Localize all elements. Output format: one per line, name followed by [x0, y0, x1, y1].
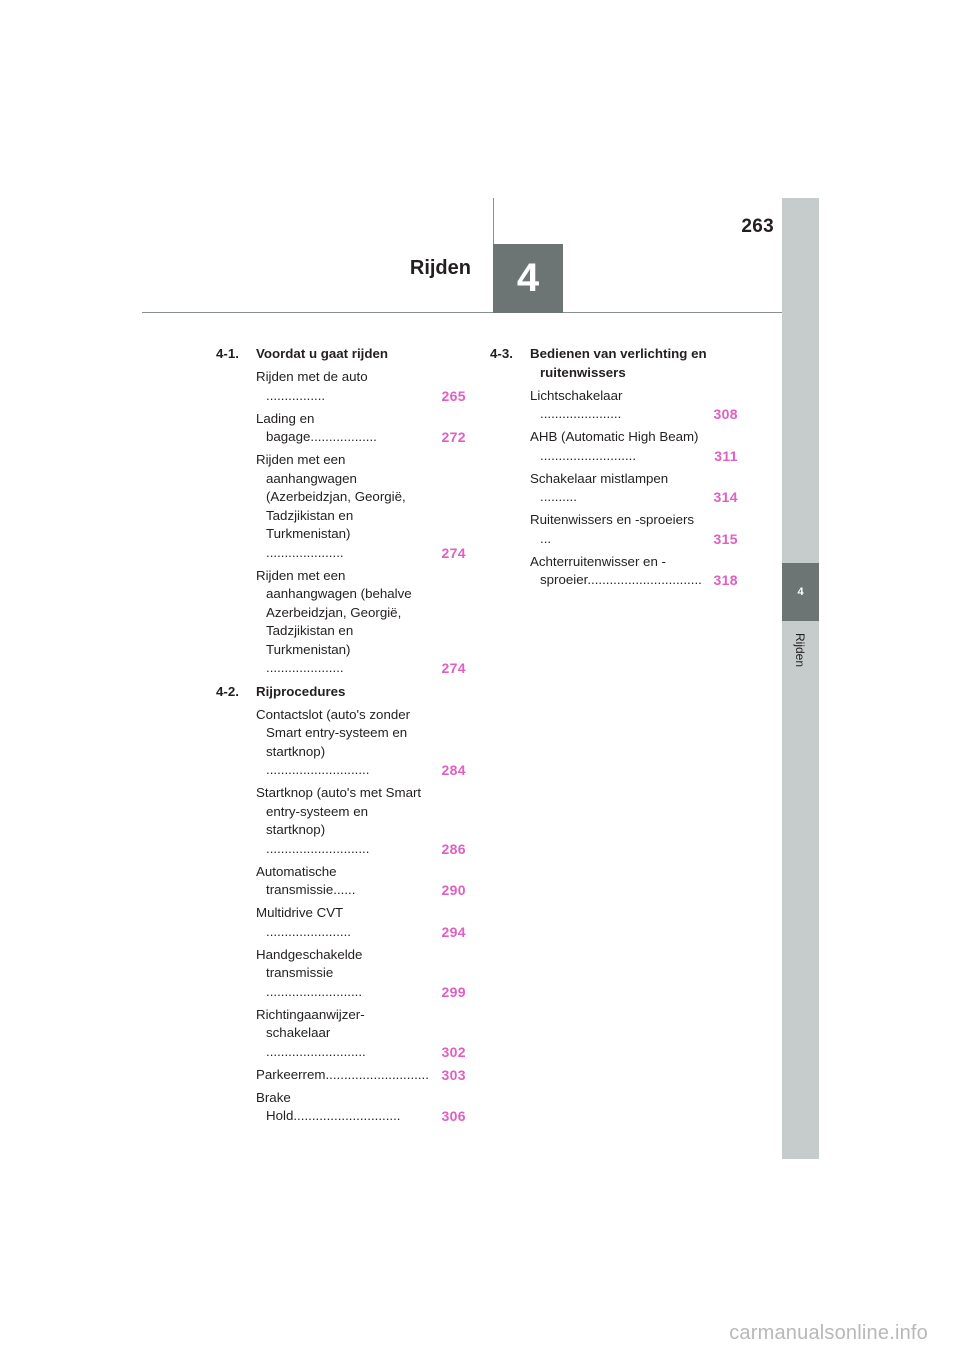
entry-page-link[interactable]: 284 — [441, 762, 466, 778]
entry-title: Startknop (auto's met Smart entry-systeem en startknop) — [256, 785, 422, 837]
entry-leader: ............................... — [587, 572, 702, 587]
entry-page-link[interactable]: 308 — [713, 406, 738, 422]
entry-page-link[interactable]: 315 — [713, 530, 738, 547]
entry-leader: ............................ — [325, 1066, 429, 1082]
entry-page-link[interactable]: 314 — [713, 489, 738, 505]
entry-page-link[interactable]: 274 — [441, 660, 466, 676]
entry-leader: .......... — [540, 489, 577, 504]
entry-leader: ............................. — [293, 1108, 401, 1123]
header-vertical-rule — [493, 198, 494, 245]
entry-title: Lichtschakelaar — [530, 387, 623, 403]
toc-entry[interactable] — [256, 451, 466, 562]
side-tab-number: 4 — [797, 586, 804, 598]
side-strip — [782, 198, 819, 1159]
toc-entry[interactable] — [256, 863, 466, 900]
entry-leader: ................ — [266, 387, 326, 403]
section-number: 4-2. — [216, 683, 239, 699]
entry-page-link[interactable]: 318 — [713, 572, 738, 588]
entry-page-link[interactable]: 290 — [441, 882, 466, 898]
entry-leader: ............................ — [266, 840, 370, 856]
entry-title: Parkeerrem — [256, 1066, 326, 1082]
toc-section-4-1[interactable] — [216, 345, 466, 364]
entry-page-link[interactable]: 299 — [441, 983, 466, 1000]
entry-page-link[interactable]: 306 — [441, 1108, 466, 1124]
toc-entry[interactable] — [256, 946, 466, 1002]
entry-page-link[interactable]: 302 — [441, 1043, 466, 1060]
toc-entry[interactable] — [530, 470, 738, 507]
entry-page-link[interactable]: 274 — [441, 544, 466, 561]
entry-leader: ..................... — [266, 660, 344, 675]
entry-leader: ...... — [333, 882, 356, 897]
side-tab-label-text: Rijden — [793, 632, 808, 668]
entry-leader: ....................... — [266, 923, 351, 939]
entry-page-link[interactable]: 272 — [441, 429, 466, 445]
toc-entry[interactable] — [256, 784, 466, 858]
entry-leader: .................. — [310, 429, 377, 444]
toc-entry[interactable] — [256, 1066, 466, 1085]
toc-entry[interactable] — [256, 1089, 466, 1126]
toc-entry[interactable] — [256, 567, 466, 678]
toc-entry[interactable] — [256, 368, 466, 405]
entry-leader: ..................... — [266, 544, 344, 560]
entry-title: Handgeschakelde transmissie — [256, 946, 363, 980]
side-tab-label — [782, 628, 819, 672]
entry-title: Achterruitenwisser en -sproeier — [530, 553, 666, 587]
entry-title: Multidrive CVT — [256, 905, 343, 920]
entry-leader: ...................... — [540, 406, 622, 421]
section-title: Bedienen van verlichting en ruitenwissers — [530, 346, 707, 380]
entry-page-link[interactable]: 294 — [441, 923, 466, 940]
entry-leader: ............................ — [266, 762, 370, 777]
entry-title: Richtingaanwijzer-schakelaar — [256, 1006, 365, 1040]
side-tab-chapter-number — [782, 563, 819, 621]
chapter-number-box — [493, 244, 563, 313]
entry-title: Rijden met een aanhangwagen (Azerbeidzjan, Georgië, Tadzjikistan en Turkmenistan) — [256, 452, 406, 541]
entry-title: Automatische transmissie — [256, 863, 337, 897]
chapter-number: 4 — [516, 256, 540, 300]
toc-entry[interactable] — [530, 428, 738, 465]
entry-leader: ... — [540, 530, 552, 546]
entry-page-link[interactable]: 303 — [441, 1066, 466, 1083]
entry-title: Ruitenwissers en -sproeiers — [530, 512, 695, 527]
header-horizontal-rule — [142, 312, 782, 313]
entry-title: Schakelaar mistlampen — [530, 470, 669, 486]
toc-entry[interactable] — [256, 706, 466, 780]
toc-entry[interactable] — [530, 553, 738, 590]
entry-title: AHB (Automatic High Beam) — [530, 429, 699, 444]
entry-page-link[interactable]: 286 — [441, 840, 466, 857]
toc-entry[interactable] — [530, 387, 738, 424]
entry-leader: ........................... — [266, 1043, 366, 1059]
entry-page-link[interactable]: 311 — [714, 447, 738, 464]
entry-leader: .......................... — [540, 447, 637, 463]
entry-title: Brake Hold — [256, 1089, 294, 1123]
toc-entry[interactable] — [256, 410, 466, 447]
entry-page-link[interactable]: 265 — [441, 387, 466, 404]
section-title: Rijprocedures — [256, 683, 346, 699]
entry-title: Rijden met de auto — [256, 369, 368, 384]
page-number: 263 — [741, 216, 774, 237]
toc-entry[interactable] — [256, 1006, 466, 1062]
toc-section-4-2[interactable] — [216, 683, 466, 702]
entry-title: Lading en bagage — [256, 410, 315, 444]
section-title: Voordat u gaat rijden — [256, 346, 388, 361]
section-number: 4-1. — [216, 346, 239, 361]
watermark-text: carmanualsonline.info — [729, 1322, 928, 1344]
toc-column-left — [216, 345, 466, 1126]
chapter-title: Rijden — [409, 257, 471, 279]
section-number: 4-3. — [490, 346, 513, 361]
entry-title: Contactslot (auto's zonder Smart entry-systeem en startknop) — [256, 706, 411, 759]
entry-leader: .......................... — [266, 983, 363, 999]
toc-entry[interactable] — [530, 511, 738, 548]
toc-section-4-3[interactable] — [490, 345, 738, 382]
entry-title: Rijden met een aanhangwagen (behalve Azerbeidzjan, Georgië, Tadzjikistan en Turkmenistan) — [256, 567, 412, 657]
toc-column-right — [490, 345, 738, 590]
toc-entry[interactable] — [256, 904, 466, 941]
